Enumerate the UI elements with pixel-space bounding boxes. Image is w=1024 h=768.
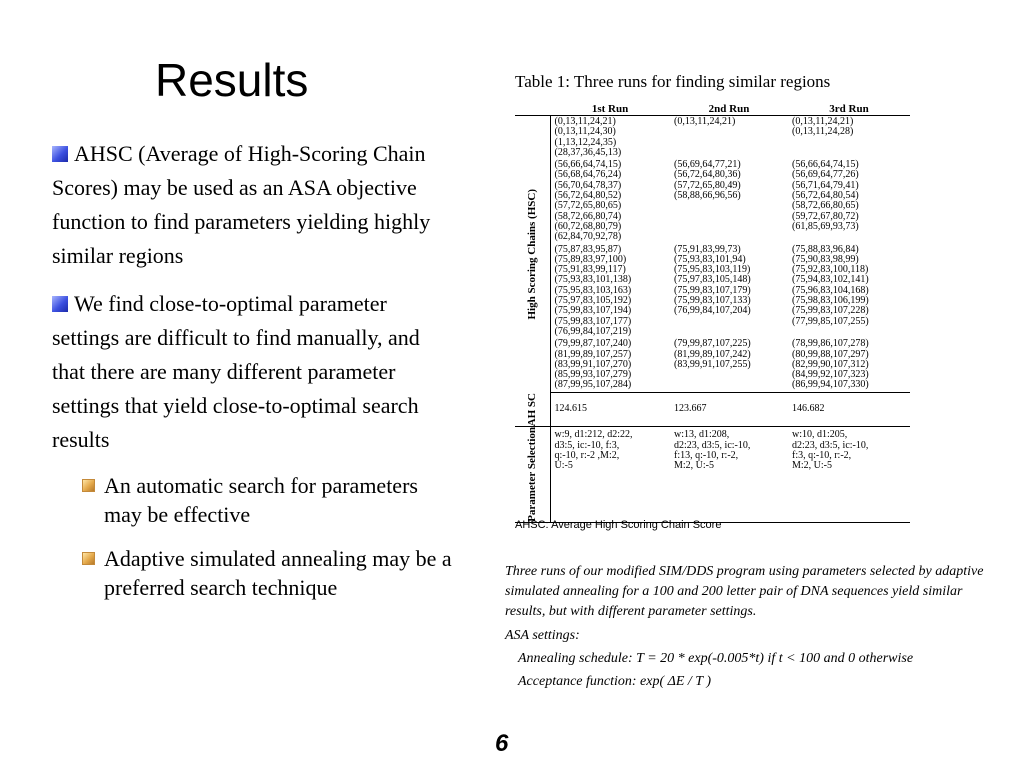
table-cell: w:13, d1:208, d2:23, d3:5, ic:-10, f:13, q:-10, r:-2, M:2, U:-5 — [670, 427, 788, 523]
header-corner — [515, 103, 550, 116]
table-header-row — [515, 103, 910, 116]
description-paragraph: Three runs of our modified SIM/DDS program using parameters selected by adaptive simulated annealing for a 100 and 200 letter pair of DNA sequences yield similar results, but with different parameter settings. — [505, 564, 984, 619]
table-cell: (79,99,87,107,240) (81,99,89,107,257) (83,99,91,107,270) (85,99,93,107,279) (87,99,95,107,284) — [550, 338, 670, 392]
runs-table — [515, 103, 910, 523]
page-number: 6 — [495, 730, 509, 757]
orange-square-bullet-icon — [82, 479, 95, 492]
ahsc-label-cell — [515, 392, 550, 427]
table-cell: (56,66,64,74,15) (56,69,64,77,26) (56,71,64,79,41) (56,72,64,80,54) (58,72,66,80,65) (59,72,67,80,72) (61,85,69,93,73) — [792, 159, 859, 232]
sub-bullet-item — [104, 471, 452, 529]
annealing-schedule: Annealing schedule: T = 20 * exp(-0.005*t) if t < 100 and 0 otherwise — [518, 651, 914, 666]
table-row — [515, 244, 910, 339]
asa-settings-heading: ASA settings: — [505, 628, 580, 643]
table-cell: w:9, d1:212, d2:22, d3:5, ic:-10, f:3, q:-10, r:-2 ,M:2, U:-5 — [550, 427, 670, 523]
header-run-1: 1st Run — [550, 103, 670, 116]
table-row — [515, 159, 910, 243]
table-cell: (75,91,83,99,73) (75,93,83,101,94) (75,95,83,103,119) (75,97,83,105,148) (75,99,83,107,179) (75,99,83,107,133) (76,99,84,107,204) — [674, 243, 751, 317]
table-caption: Table 1: Three runs for finding similar regions — [515, 72, 831, 91]
table-row — [515, 338, 910, 392]
sub-bullet-item — [104, 544, 452, 602]
table-cell: 146.682 — [788, 392, 910, 427]
table-cell: (56,69,64,77,21) (56,72,64,80,36) (57,72,65,80,49) (58,88,66,96,56) — [674, 159, 741, 202]
param-label: Parameter Selection — [525, 427, 538, 523]
hsc-label: High Scoring Chains (HSC) — [525, 188, 538, 320]
blue-square-bullet-icon — [52, 146, 68, 162]
table-cell: (75,87,83,95,87) (75,89,83,97,100) (75,91,83,99,117) (75,93,83,101,138) (75,95,83,103,163) (75,97,83,105,192) (75,99,83,107,194) (75,99,83,107,177) (76,99,84,107,219) — [550, 244, 670, 339]
acceptance-function: Acceptance function: exp( ΔE / T ) — [518, 674, 711, 689]
table-row — [515, 116, 910, 160]
figure-description — [505, 562, 1005, 692]
bullet-item — [52, 287, 452, 457]
table-cell: 124.615 — [550, 392, 670, 427]
sub-bullet-text: Adaptive simulated annealing may be a preferred search technique — [104, 546, 452, 600]
slide-title: Results — [155, 54, 309, 106]
orange-square-bullet-icon — [82, 552, 95, 565]
table-footnote: AHSC: Average High Scoring Chain Score — [515, 519, 722, 531]
bullet-list — [52, 137, 452, 617]
sub-bullet-text: An automatic search for parameters may be effective — [104, 473, 418, 527]
table-cell: (56,66,64,74,15) (56,68,64,76,24) (56,70,64,78,37) (56,72,64,80,52) (57,72,65,80,65) (58,72,66,80,74) (60,72,68,80,79) (62,84,70,92,78) — [550, 159, 670, 243]
param-label-cell — [515, 427, 550, 523]
bullet-text: AHSC (Average of High-Scoring Chain Scores) may be used as an ASA objective function to find parameters yielding highly similar regions — [52, 141, 431, 268]
ahsc-label: AH SC — [525, 392, 538, 426]
table-cell: 123.667 — [670, 392, 788, 427]
bullet-item — [52, 137, 452, 273]
ahsc-row — [515, 392, 910, 427]
table-cell: (0,13,11,24,21) — [674, 116, 736, 127]
blue-square-bullet-icon — [52, 296, 68, 312]
hsc-label-cell — [515, 116, 550, 393]
table-cell: (0,13,11,24,21) (0,13,11,24,28) — [792, 116, 854, 138]
table-cell: (78,99,86,107,278) (80,99,88,107,297) (82,99,90,107,312) (84,99,92,107,323) (86,99,94,107,330) — [788, 338, 910, 392]
param-row — [515, 427, 910, 523]
bullet-text: We find close-to-optimal parameter settings are difficult to find manually, and that there are many different parameter settings that yield close-to-optimal search results — [52, 291, 420, 452]
header-run-3: 3rd Run — [788, 103, 910, 116]
table-cell: w:10, d1:205, d2:23, d3:5, ic:-10, f:3, q:-10, r:-2, M:2, U:-5 — [788, 427, 910, 523]
table-cell: (79,99,87,107,225) (81,99,89,107,242) (83,99,91,107,255) — [670, 338, 788, 392]
table-cell: (0,13,11,24,21) (0,13,11,24,30) (1,13,12,24,35) (28,37,36,45,13) — [550, 116, 670, 160]
table-cell: (75,88,83,96,84) (75,90,83,98,99) (75,92,83,100,118) (75,94,83,102,141) (75,96,83,104,168) (75,98,83,106,199) (75,99,83,107,228) (77,99,85,107,255) — [792, 243, 869, 327]
header-run-2: 2nd Run — [670, 103, 788, 116]
